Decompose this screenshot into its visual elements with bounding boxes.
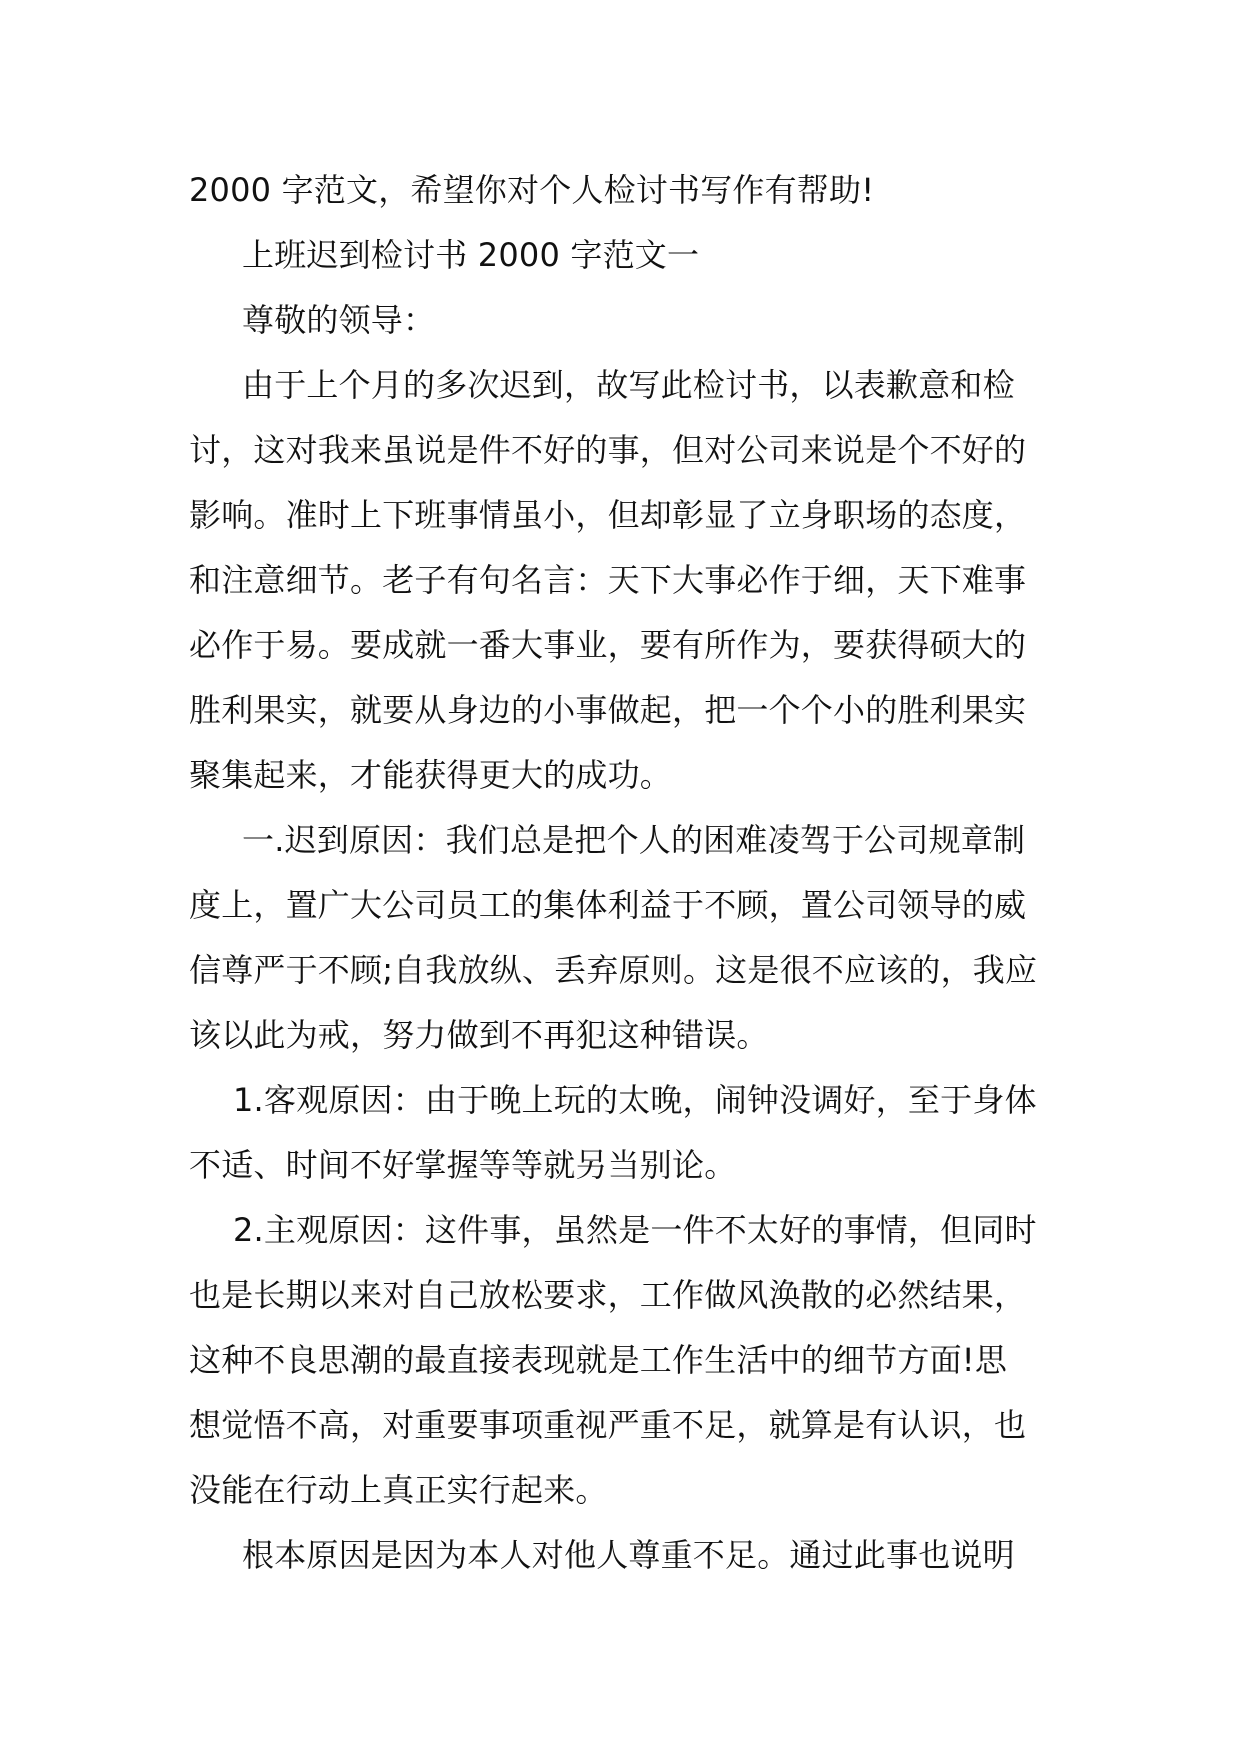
text-line: 根本原因是因为本人对他人尊重不足。通过此事也说明 — [242, 1536, 1015, 1574]
text-line: 2.主观原因：这件事，虽然是一件不太好的事情，但同时 — [233, 1211, 1037, 1249]
text-line: 讨，这对我来虽说是件不好的事，但对公司来说是个不好的 — [189, 431, 1027, 469]
text-line: 没能在行动上真正实行起来。 — [189, 1471, 608, 1509]
text-line: 必作于易。要成就一番大事业，要有所作为，要获得硕大的 — [189, 626, 1027, 664]
text-line: 2000 字范文，希望你对个人检讨书写作有帮助! — [189, 171, 875, 209]
text-line: 这种不良思潮的最直接表现就是工作生活中的细节方面!思 — [189, 1341, 1008, 1379]
text-line: 胜利果实，就要从身边的小事做起，把一个个小的胜利果实 — [189, 691, 1027, 729]
text-line: 信尊严于不顾;自我放纵、丢弃原则。这是很不应该的，我应 — [189, 951, 1038, 989]
text-line: 不适、时间不好掌握等等就另当别论。 — [189, 1146, 737, 1184]
text-line: 和注意细节。老子有句名言：天下大事必作于细，天下难事 — [189, 561, 1027, 599]
text-line: 1.客观原因：由于晚上玩的太晚，闹钟没调好，至于身体 — [233, 1081, 1037, 1119]
text-line: 该以此为戒，努力做到不再犯这种错误。 — [189, 1016, 769, 1054]
body-text — [189, 158, 1059, 1588]
text-line: 聚集起来，才能获得更大的成功。 — [189, 756, 673, 794]
text-line: 也是长期以来对自己放松要求，工作做风涣散的必然结果， — [189, 1276, 1027, 1314]
text-line: 想觉悟不高，对重要事项重视严重不足，就算是有认识，也 — [189, 1406, 1027, 1444]
section-heading: 上班迟到检讨书 2000 字范文一 — [242, 236, 700, 274]
text-line: 度上，置广大公司员工的集体利益于不顾，置公司领导的威 — [189, 886, 1027, 924]
text-line: 一.迟到原因：我们总是把个人的困难凌驾于公司规章制 — [242, 821, 1026, 859]
text-line: 影响。准时上下班事情虽小，但却彰显了立身职场的态度， — [189, 496, 1027, 534]
text-line: 由于上个月的多次迟到，故写此检讨书，以表歉意和检 — [242, 366, 1015, 404]
salutation: 尊敬的领导： — [242, 301, 436, 339]
